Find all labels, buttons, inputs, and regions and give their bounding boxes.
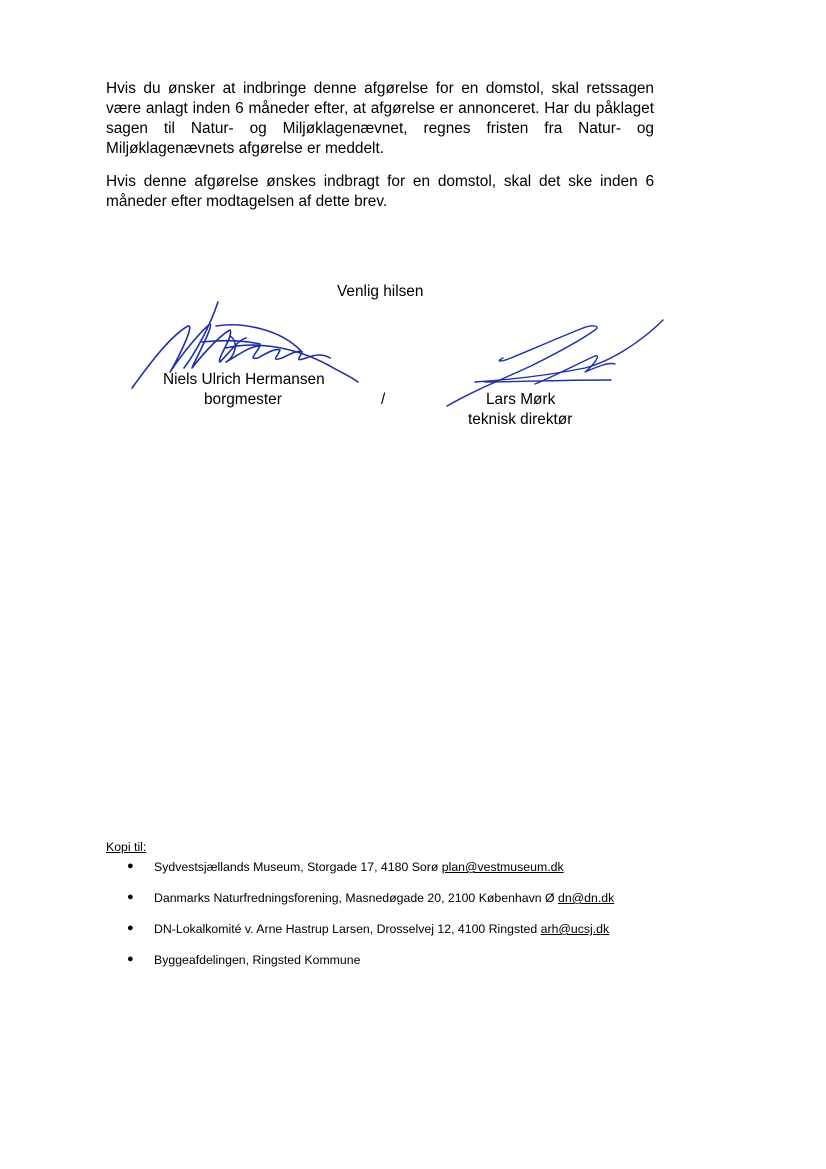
copy-recipient bbox=[154, 891, 614, 905]
copy-recipient bbox=[154, 953, 360, 967]
bullet-icon: ● bbox=[127, 891, 134, 903]
list-item bbox=[0, 858, 826, 889]
bullet-icon: ● bbox=[127, 922, 134, 934]
list-item bbox=[0, 951, 826, 982]
copy-recipients-list bbox=[0, 858, 826, 982]
recipient-email-link[interactable]: plan@vestmuseum.dk bbox=[441, 860, 564, 874]
signatory-name-director: Lars Mørk bbox=[486, 391, 556, 408]
bullet-icon: ● bbox=[127, 953, 134, 965]
recipient-email-link[interactable]: arh@ucsj.dk bbox=[540, 922, 610, 936]
recipient-email-link[interactable]: dn@dn.dk bbox=[557, 891, 615, 905]
signatory-title-director: teknisk direktør bbox=[468, 411, 573, 428]
signatory-name-mayor: Niels Ulrich Hermansen bbox=[163, 371, 325, 388]
signature-moerk bbox=[445, 318, 675, 410]
copy-to-heading: Kopi til: bbox=[106, 840, 147, 854]
signatory-separator: / bbox=[381, 391, 386, 408]
copy-recipient bbox=[154, 922, 609, 936]
recipient-address: Sydvestsjællands Museum, Storgade 17, 4180 Sorø bbox=[154, 860, 442, 874]
list-item bbox=[0, 920, 826, 951]
signatory-title-mayor: borgmester bbox=[204, 391, 282, 408]
recipient-address: Danmarks Naturfredningsforening, Masnedøgade 20, 2100 København Ø bbox=[154, 891, 558, 905]
paragraph-court-deadline: Hvis du ønsker at indbringe denne afgørelse for en domstol, skal retssagen være anlagt inden 6 måneder efter, at afgørelse er annonceret. Har du påklaget sagen til Natur- og Miljøklagenævnet, regnes fristen fra Natur- og Miljøklagenævnets afgørelse er meddelt. bbox=[106, 80, 654, 157]
paragraph-court-deadline-letter: Hvis denne afgørelse ønskes indbragt for en domstol, skal det ske inden 6 måneder efter modtagelsen af dette brev. bbox=[106, 173, 654, 210]
recipient-address: Byggeafdelingen, Ringsted Kommune bbox=[154, 953, 361, 967]
bullet-icon: ● bbox=[127, 860, 134, 872]
closing-greeting: Venlig hilsen bbox=[337, 283, 424, 300]
copy-recipient bbox=[154, 860, 564, 874]
recipient-address: DN-Lokalkomité v. Arne Hastrup Larsen, Drosselvej 12, 4100 Ringsted bbox=[154, 922, 541, 936]
list-item bbox=[0, 889, 826, 920]
